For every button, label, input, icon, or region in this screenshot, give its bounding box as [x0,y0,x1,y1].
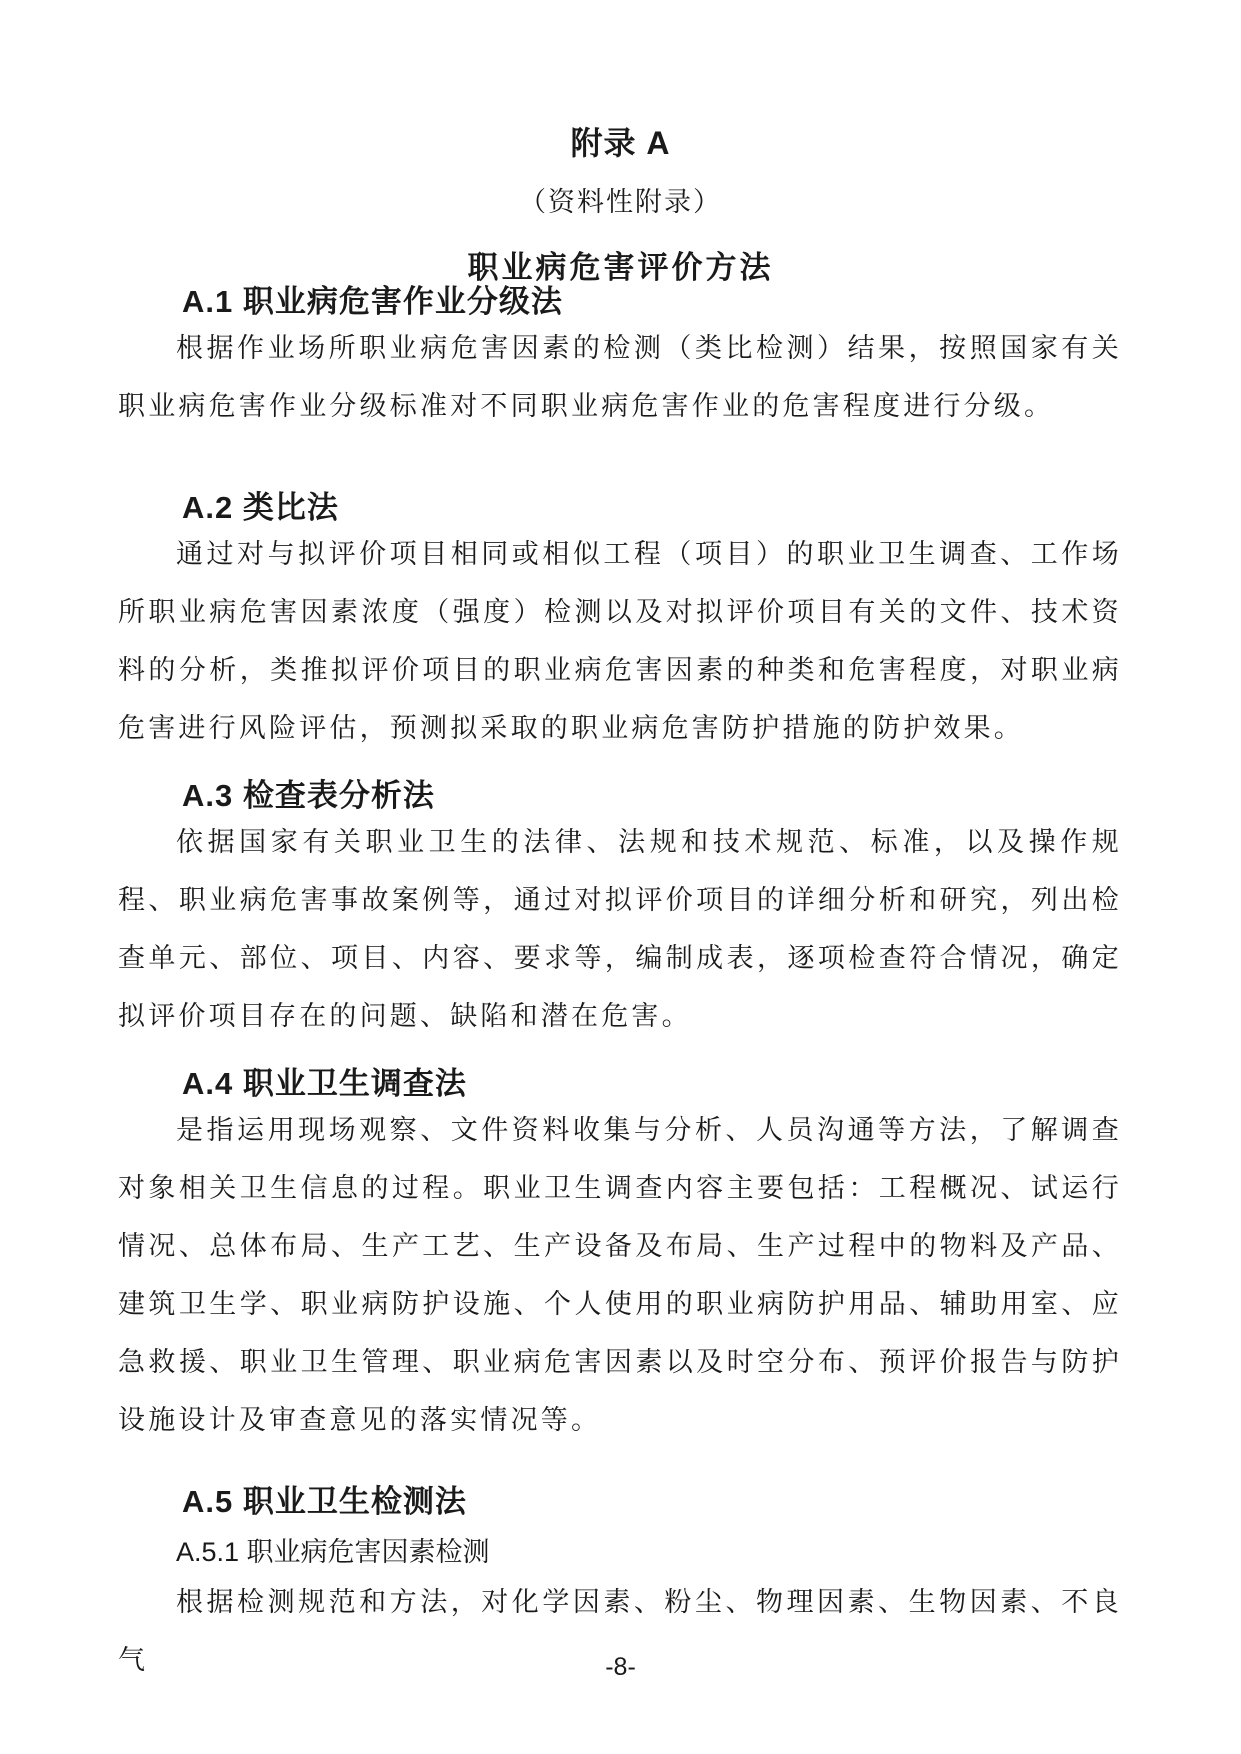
section-heading-a5: A.5 职业卫生检测法 [182,1484,467,1519]
subsection-heading-a5-1: A.5.1 职业病危害因素检测 [176,1537,490,1567]
section-text-a4: 是指运用现场观察、文件资料收集与分析、人员沟通等方法，了解调查对象相关卫生信息的过程。职业卫生调查内容主要包括：工程概况、试运行情况、总体布局、生产工艺、生产设备及布局、生产过程中的物料及产品、建筑卫生学、职业病防护设施、个人使用的职业病防护用品、辅助用室、应急救援、职业卫生管理、职业病危害因素以及时空分布、预评价报告与防护设施设计及审查意见的落实情况等。 [118,1115,1122,1436]
section-text-a2: 通过对与拟评价项目相同或相似工程（项目）的职业卫生调查、工作场所职业病危害因素浓度（强度）检测以及对拟评价项目有关的文件、技术资料的分析，类推拟评价项目的职业病危害因素的种类和危害程度，对职业病危害进行风险评估，预测拟采取的职业病危害防护措施的防护效果。 [118,539,1122,744]
page-number: -8- [605,1653,636,1681]
appendix-subtitle: （资料性附录） [519,187,722,218]
section-text-a1: 根据作业场所职业病危害因素的检测（类比检测）结果，按照国家有关职业病危害作业分级标准对不同职业病危害作业的危害程度进行分级。 [118,333,1122,422]
section-heading-a3: A.3 检查表分析法 [182,778,435,813]
section-text-a5-1: 根据检测规范和方法，对化学因素、粉尘、物理因素、生物因素、不良气 [118,1587,1122,1676]
section-heading-a2: A.2 类比法 [182,490,339,525]
section-heading-a1: A.1 职业病危害作业分级法 [182,284,563,319]
appendix-title: 附录 A [570,125,671,161]
section-heading-a4: A.4 职业卫生调查法 [182,1066,467,1101]
document-title: 职业病危害评价方法 [467,250,774,285]
section-text-a3: 依据国家有关职业卫生的法律、法规和技术规范、标准，以及操作规程、职业病危害事故案例等，通过对拟评价项目的详细分析和研究，列出检查单元、部位、项目、内容、要求等，编制成表，逐项检查符合情况，确定拟评价项目存在的问题、缺陷和潜在危害。 [118,827,1122,1032]
